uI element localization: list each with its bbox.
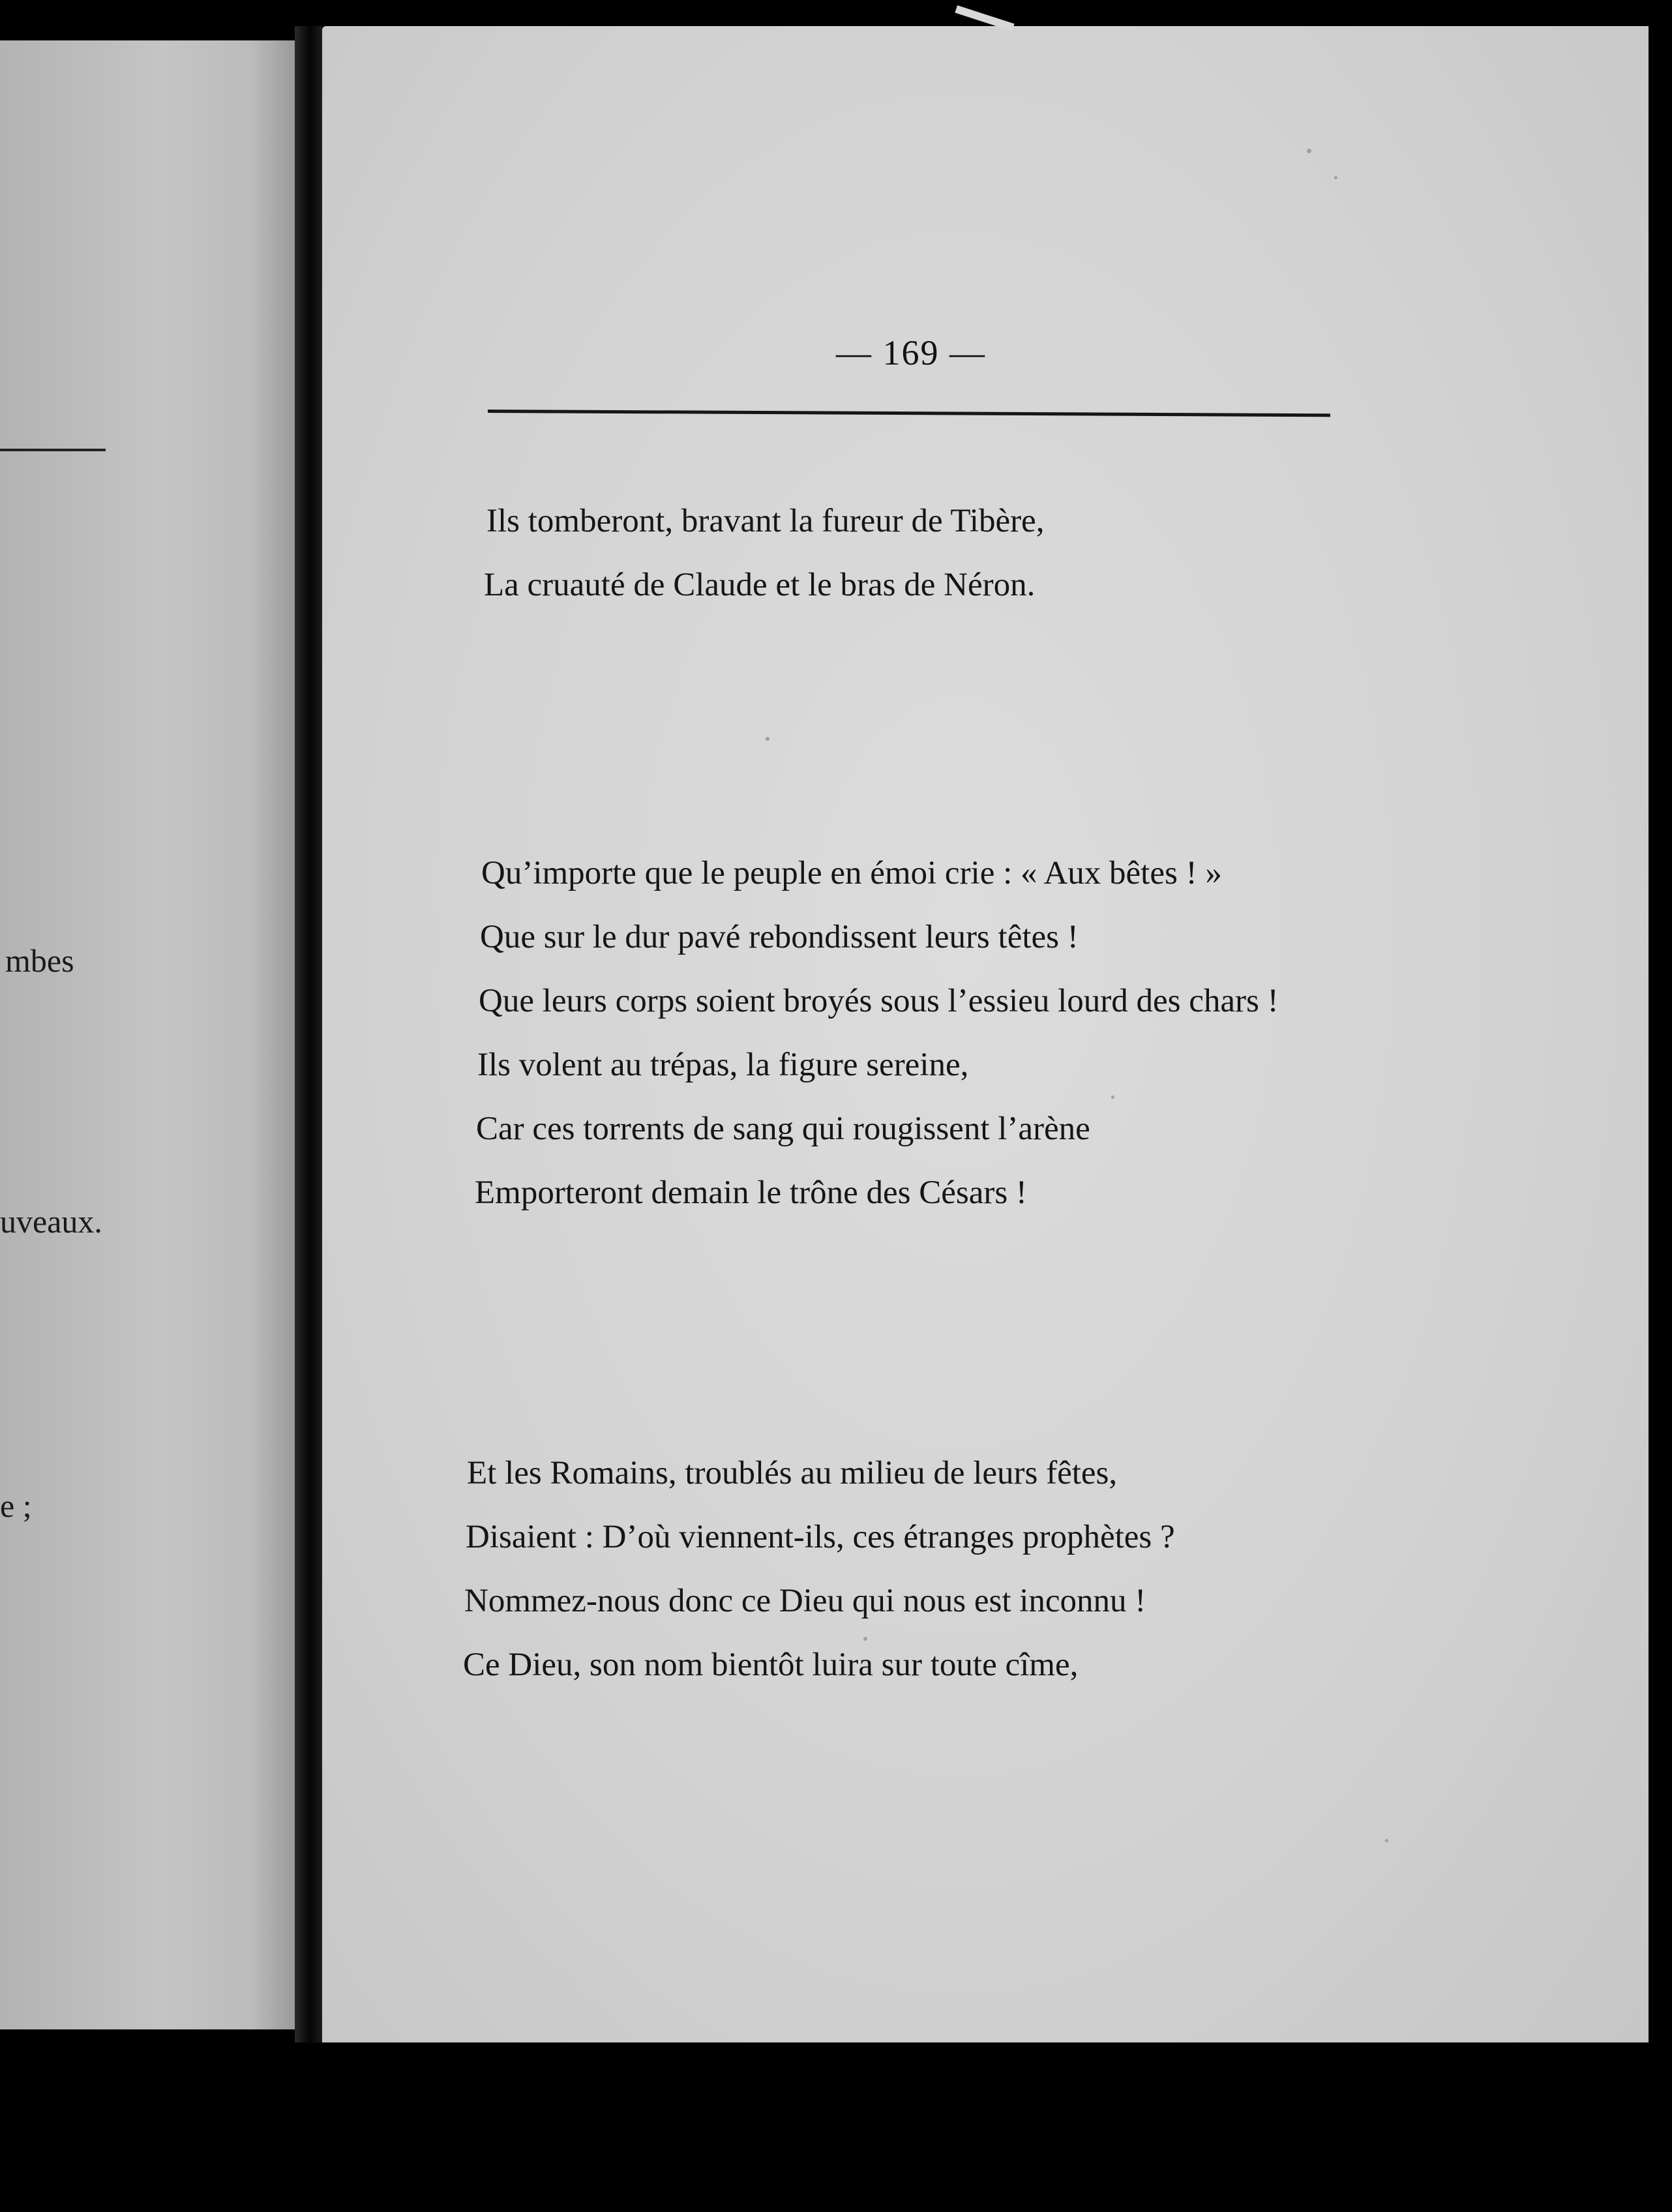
verse-line: Que leurs corps soient broyés sous l’essieu lourd des chars ! (479, 983, 1279, 1019)
paper-speck (766, 737, 769, 741)
verse-line: Qu’importe que le peuple en émoi crie : « Aux bêtes ! » (481, 855, 1222, 891)
left-page-fragment: e ; (0, 1487, 32, 1524)
stanza-3 (463, 1441, 1355, 1697)
stanza-2 (475, 841, 1355, 1225)
verse-line: Emporteront demain le trône des Césars ! (475, 1174, 1027, 1211)
left-page-fragment: uveaux. (0, 1203, 102, 1240)
left-page (0, 40, 295, 2029)
left-page-rule (0, 449, 106, 451)
verse-line: Et les Romains, troublés au milieu de leurs fêtes, (467, 1455, 1118, 1491)
verse-line: Car ces torrents de sang qui rougissent l’arène (476, 1111, 1090, 1147)
verse-line: Ils tomberont, bravant la fureur de Tibère, (486, 503, 1045, 539)
verse-line: Disaient : D’où viennent-ils, ces étranges prophètes ? (466, 1519, 1175, 1555)
paper-speck (1334, 176, 1337, 179)
paper-speck (1385, 1839, 1388, 1842)
verse-line: Ils volent au trépas, la figure sereine, (477, 1047, 969, 1083)
verse-line: Ce Dieu, son nom bientôt luira sur toute cîme, (463, 1647, 1079, 1683)
book-gutter (295, 26, 322, 2042)
verse-line: La cruauté de Claude et le bras de Néron. (484, 567, 1036, 603)
verse-line: Nommez-nous donc ce Dieu qui nous est inconnu ! (464, 1583, 1146, 1619)
left-page-fragment: mbes (5, 942, 74, 979)
stanza-1 (481, 489, 1355, 617)
page-number: — 169 — (836, 333, 986, 372)
verse-line: Que sur le dur pavé rebondissent leurs têtes ! (480, 919, 1079, 955)
paper-speck (1307, 149, 1311, 153)
